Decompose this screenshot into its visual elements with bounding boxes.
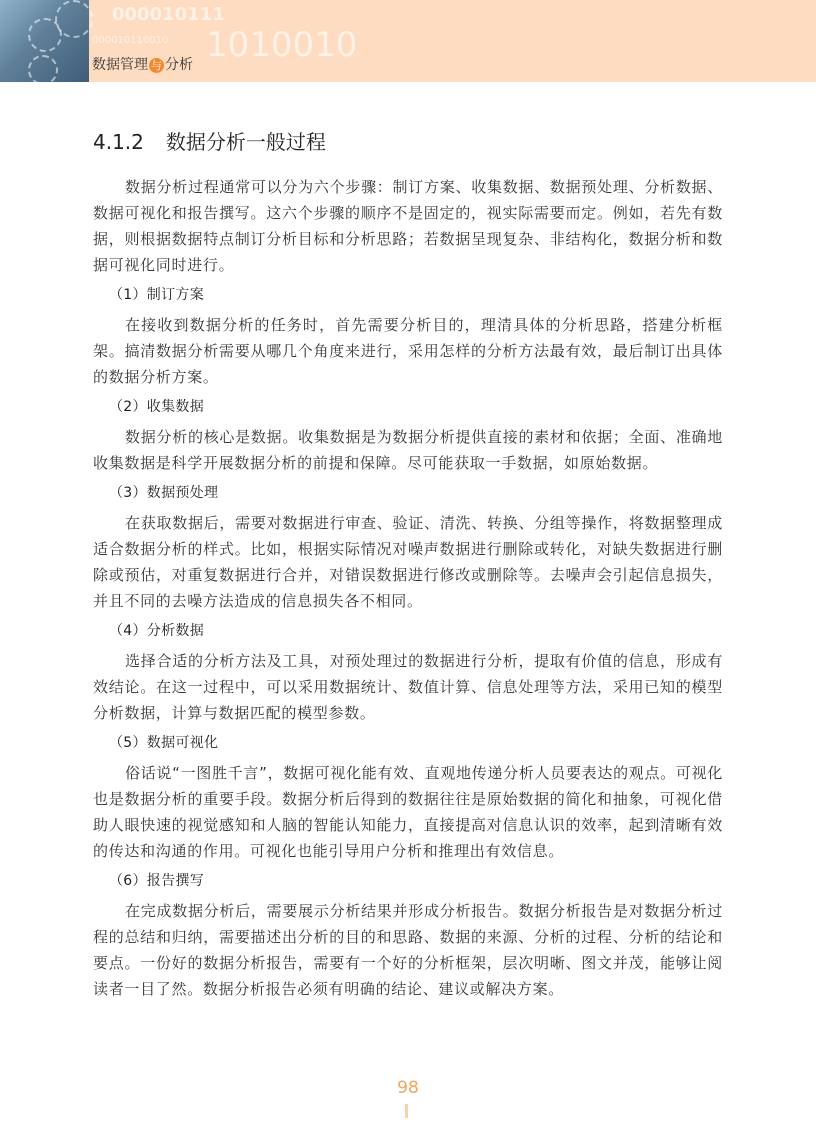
- binary-decoration: 000010111: [112, 4, 225, 25]
- brand-text-left: 数据管理: [92, 57, 148, 73]
- step-paragraph: 在接收到数据分析的任务时，首先需要分析目的，理清具体的分析思路，搭建分析框架。搞清数据分析需要从哪几个角度来进行，采用怎样的分析方法最有效，最后制订出具体的数据分析方案。: [93, 316, 723, 386]
- step-paragraph: 在完成数据分析后，需要展示分析结果并形成分析报告。数据分析报告是对数据分析过程的总结和归纳，需要描述出分析的目的和思路、数据的来源、分析的过程、分析的结论和要点。一份好的数据分析报告，需要有一个好的分析框架，层次明晰、图文并茂，能够让阅读者一目了然。数据分析报告必须有明确的结论、建议或解决方案。: [93, 902, 723, 998]
- step-heading: （4）分析数据: [109, 623, 205, 639]
- header-photo: [0, 0, 89, 82]
- step-paragraph: 选择合适的分析方法及工具，对预处理过的数据进行分析，提取有价值的信息，形成有效结论。在这一过程中，可以采用数据统计、数值计算、信息处理等方法，采用已知的模型分析数据，计算与数据匹配的模型参数。: [93, 652, 723, 722]
- brand-connector: 与: [151, 59, 162, 72]
- chart-icon: [55, 0, 93, 38]
- body-content: [93, 174, 723, 1002]
- section-number: 4.1.2: [93, 130, 144, 154]
- step-paragraph: 俗话说“一图胜千言”，数据可视化能有效、直观地传递分析人员要表达的观点。可视化也是数据分析的重要手段。数据分析后得到的数据往往是原始数据的简化和抽象，可视化借助人眼快速的视觉感知和人脑的智能认知能力，直接提高对信息认识的效率，起到清晰有效的传达和沟通的作用。可视化也能引导用户分析和推理出有效信息。: [93, 764, 723, 860]
- binary-decoration: 1010010: [206, 25, 358, 65]
- binary-decoration: 000010110010: [92, 35, 169, 46]
- step-heading: （3）数据预处理: [109, 485, 219, 501]
- step-paragraph: 数据分析的核心是数据。收集数据是为数据分析提供直接的素材和依据；全面、准确地收集数据是科学开展数据分析的前提和保障。尽可能获取一手数据，如原始数据。: [93, 428, 723, 472]
- brand-text-right: 分析: [165, 57, 193, 73]
- section-title-text: 数据分析一般过程: [165, 130, 326, 154]
- step-heading: （2）收集数据: [109, 399, 205, 415]
- intro-paragraph: 数据分析过程通常可以分为六个步骤：制订方案、收集数据、数据预处理、分析数据、数据可视化和报告撰写。这六个步骤的顺序不是固定的，视实际需要而定。例如，若先有数据，则根据数据特点制订分析目标和分析思路；若数据呈现复杂、非结构化，数据分析和数据可视化同时进行。: [93, 178, 723, 274]
- step-heading: （6）报告撰写: [109, 873, 205, 889]
- step-heading: （5）数据可视化: [109, 735, 219, 751]
- page-number: 98: [397, 1078, 419, 1098]
- step-paragraph: 在获取数据后，需要对数据进行审查、验证、清洗、转换、分组等操作，将数据整理成适合数据分析的样式。比如，根据实际情况对噪声数据进行删除或转化，对缺失数据进行删除或预估，对重复数据进行合并，对错误数据进行修改或删除等。去噪声会引起信息损失，并且不同的去噪方法造成的信息损失各不相同。: [93, 514, 723, 610]
- step-heading: （1）制订方案: [109, 287, 205, 303]
- section-title: [93, 126, 326, 155]
- page-header: [0, 0, 816, 82]
- page-number-bar: [405, 1104, 408, 1118]
- search-icon: [28, 55, 58, 82]
- book-brand: [92, 57, 193, 74]
